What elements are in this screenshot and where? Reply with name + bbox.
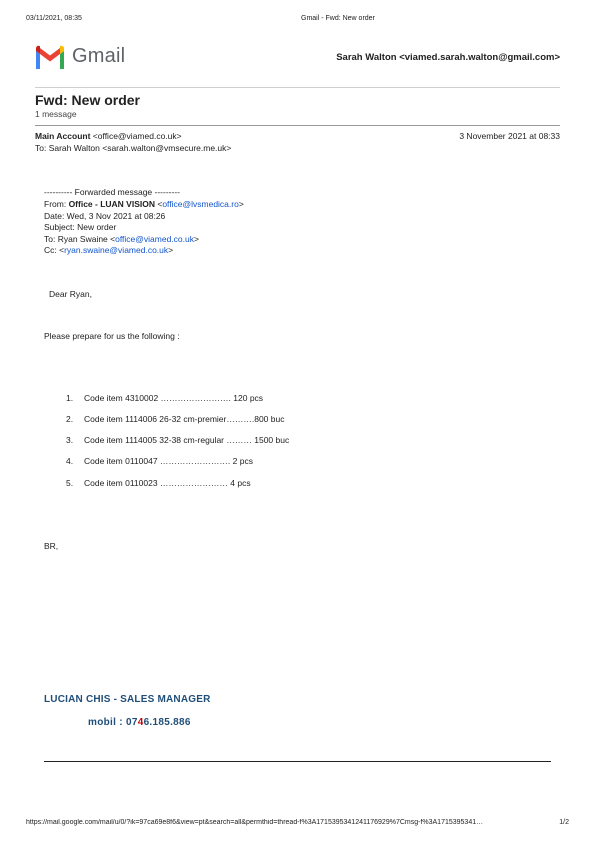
message-recipient: To: Sarah Walton <sarah.walton@vmsecure.me.uk> [35, 143, 232, 153]
forwarded-from-name: Office - LUAN VISION [68, 199, 155, 209]
message-sender [35, 131, 182, 141]
forwarded-from-label: From: [44, 199, 69, 209]
list-item [66, 393, 263, 403]
account-email: Sarah Walton <viamed.sarah.walton@gmail.com> [336, 52, 560, 63]
list-item [66, 435, 289, 445]
list-number: 4. [66, 456, 74, 466]
list-item-text: Code item 0110023 …………………… 4 pcs [84, 478, 251, 488]
list-item [66, 478, 251, 488]
forwarded-from-email-link[interactable]: office@lvsmedica.ro [162, 199, 239, 209]
list-number: 5. [66, 478, 74, 488]
list-number: 3. [66, 435, 74, 445]
gmail-m-icon [34, 45, 66, 69]
list-item-text: Code item 0110047 ……………………. 2 pcs [84, 456, 253, 466]
header-divider [35, 87, 560, 88]
print-datetime: 03/11/2021, 08:35 [26, 15, 82, 22]
forwarded-from [44, 199, 244, 211]
forwarded-to-email-link[interactable]: office@viamed.co.uk [115, 234, 194, 244]
phone-highlight: 4 [137, 717, 144, 728]
bracket-open: < [155, 199, 163, 209]
bracket-close: > [238, 199, 244, 209]
list-number: 1. [66, 393, 74, 403]
forwarded-date: Date: Wed, 3 Nov 2021 at 08:26 [44, 211, 166, 221]
forwarded-cc-email-link[interactable]: ryan.swaine@viamed.co.uk [64, 245, 169, 255]
forwarded-cc [44, 245, 173, 257]
gmail-logo-text: Gmail [72, 45, 126, 67]
list-number: 2. [66, 414, 74, 424]
print-title: Gmail - Fwd: New order [301, 15, 375, 22]
closing: BR, [44, 541, 59, 551]
forwarded-to [44, 234, 199, 246]
signature-divider [44, 761, 551, 762]
forwarded-divider: ---------- Forwarded message --------- [44, 187, 180, 197]
phone-suffix: 6.185.886 [143, 717, 191, 728]
list-item [66, 414, 284, 424]
sender-name: Main Account [35, 131, 91, 141]
intro-text: Please prepare for us the following : [44, 331, 180, 341]
print-url: https://mail.google.com/mail/u/0/?ik=97ca69e8f6&view=pt&search=all&permthid=thread-f%3A1715395341241176929%7Cmsg-f%3A1715395341… [26, 819, 484, 826]
message-date: 3 November 2021 at 08:33 [459, 131, 560, 141]
signature-name: LUCIAN CHIS - SALES MANAGER [44, 694, 211, 705]
page-number: 1/2 [559, 819, 569, 826]
greeting: Dear Ryan, [49, 289, 92, 299]
bracket-close: > [168, 245, 174, 255]
list-item-text: Code item 4310002 ……………………. 120 pcs [84, 393, 264, 403]
list-item-text: Code item 1114006 26-32 cm-premier……….800 buc [84, 414, 285, 424]
forwarded-cc-label: Cc: < [44, 245, 65, 255]
forwarded-to-label: To: Ryan Swaine < [44, 234, 116, 244]
signature-phone [88, 717, 191, 728]
list-item [66, 456, 253, 466]
gmail-logo [34, 45, 144, 69]
phone-prefix: mobil : 07 [88, 717, 138, 728]
message-count: 1 message [35, 109, 77, 119]
sender-email: <office@viamed.co.uk> [92, 131, 182, 141]
thread-subject: Fwd: New order [35, 92, 141, 108]
bracket-close: > [193, 234, 199, 244]
forwarded-subject: Subject: New order [44, 222, 117, 232]
message-divider [35, 125, 560, 126]
list-item-text: Code item 1114005 32-38 cm-regular ……… 1500 buc [84, 435, 290, 445]
